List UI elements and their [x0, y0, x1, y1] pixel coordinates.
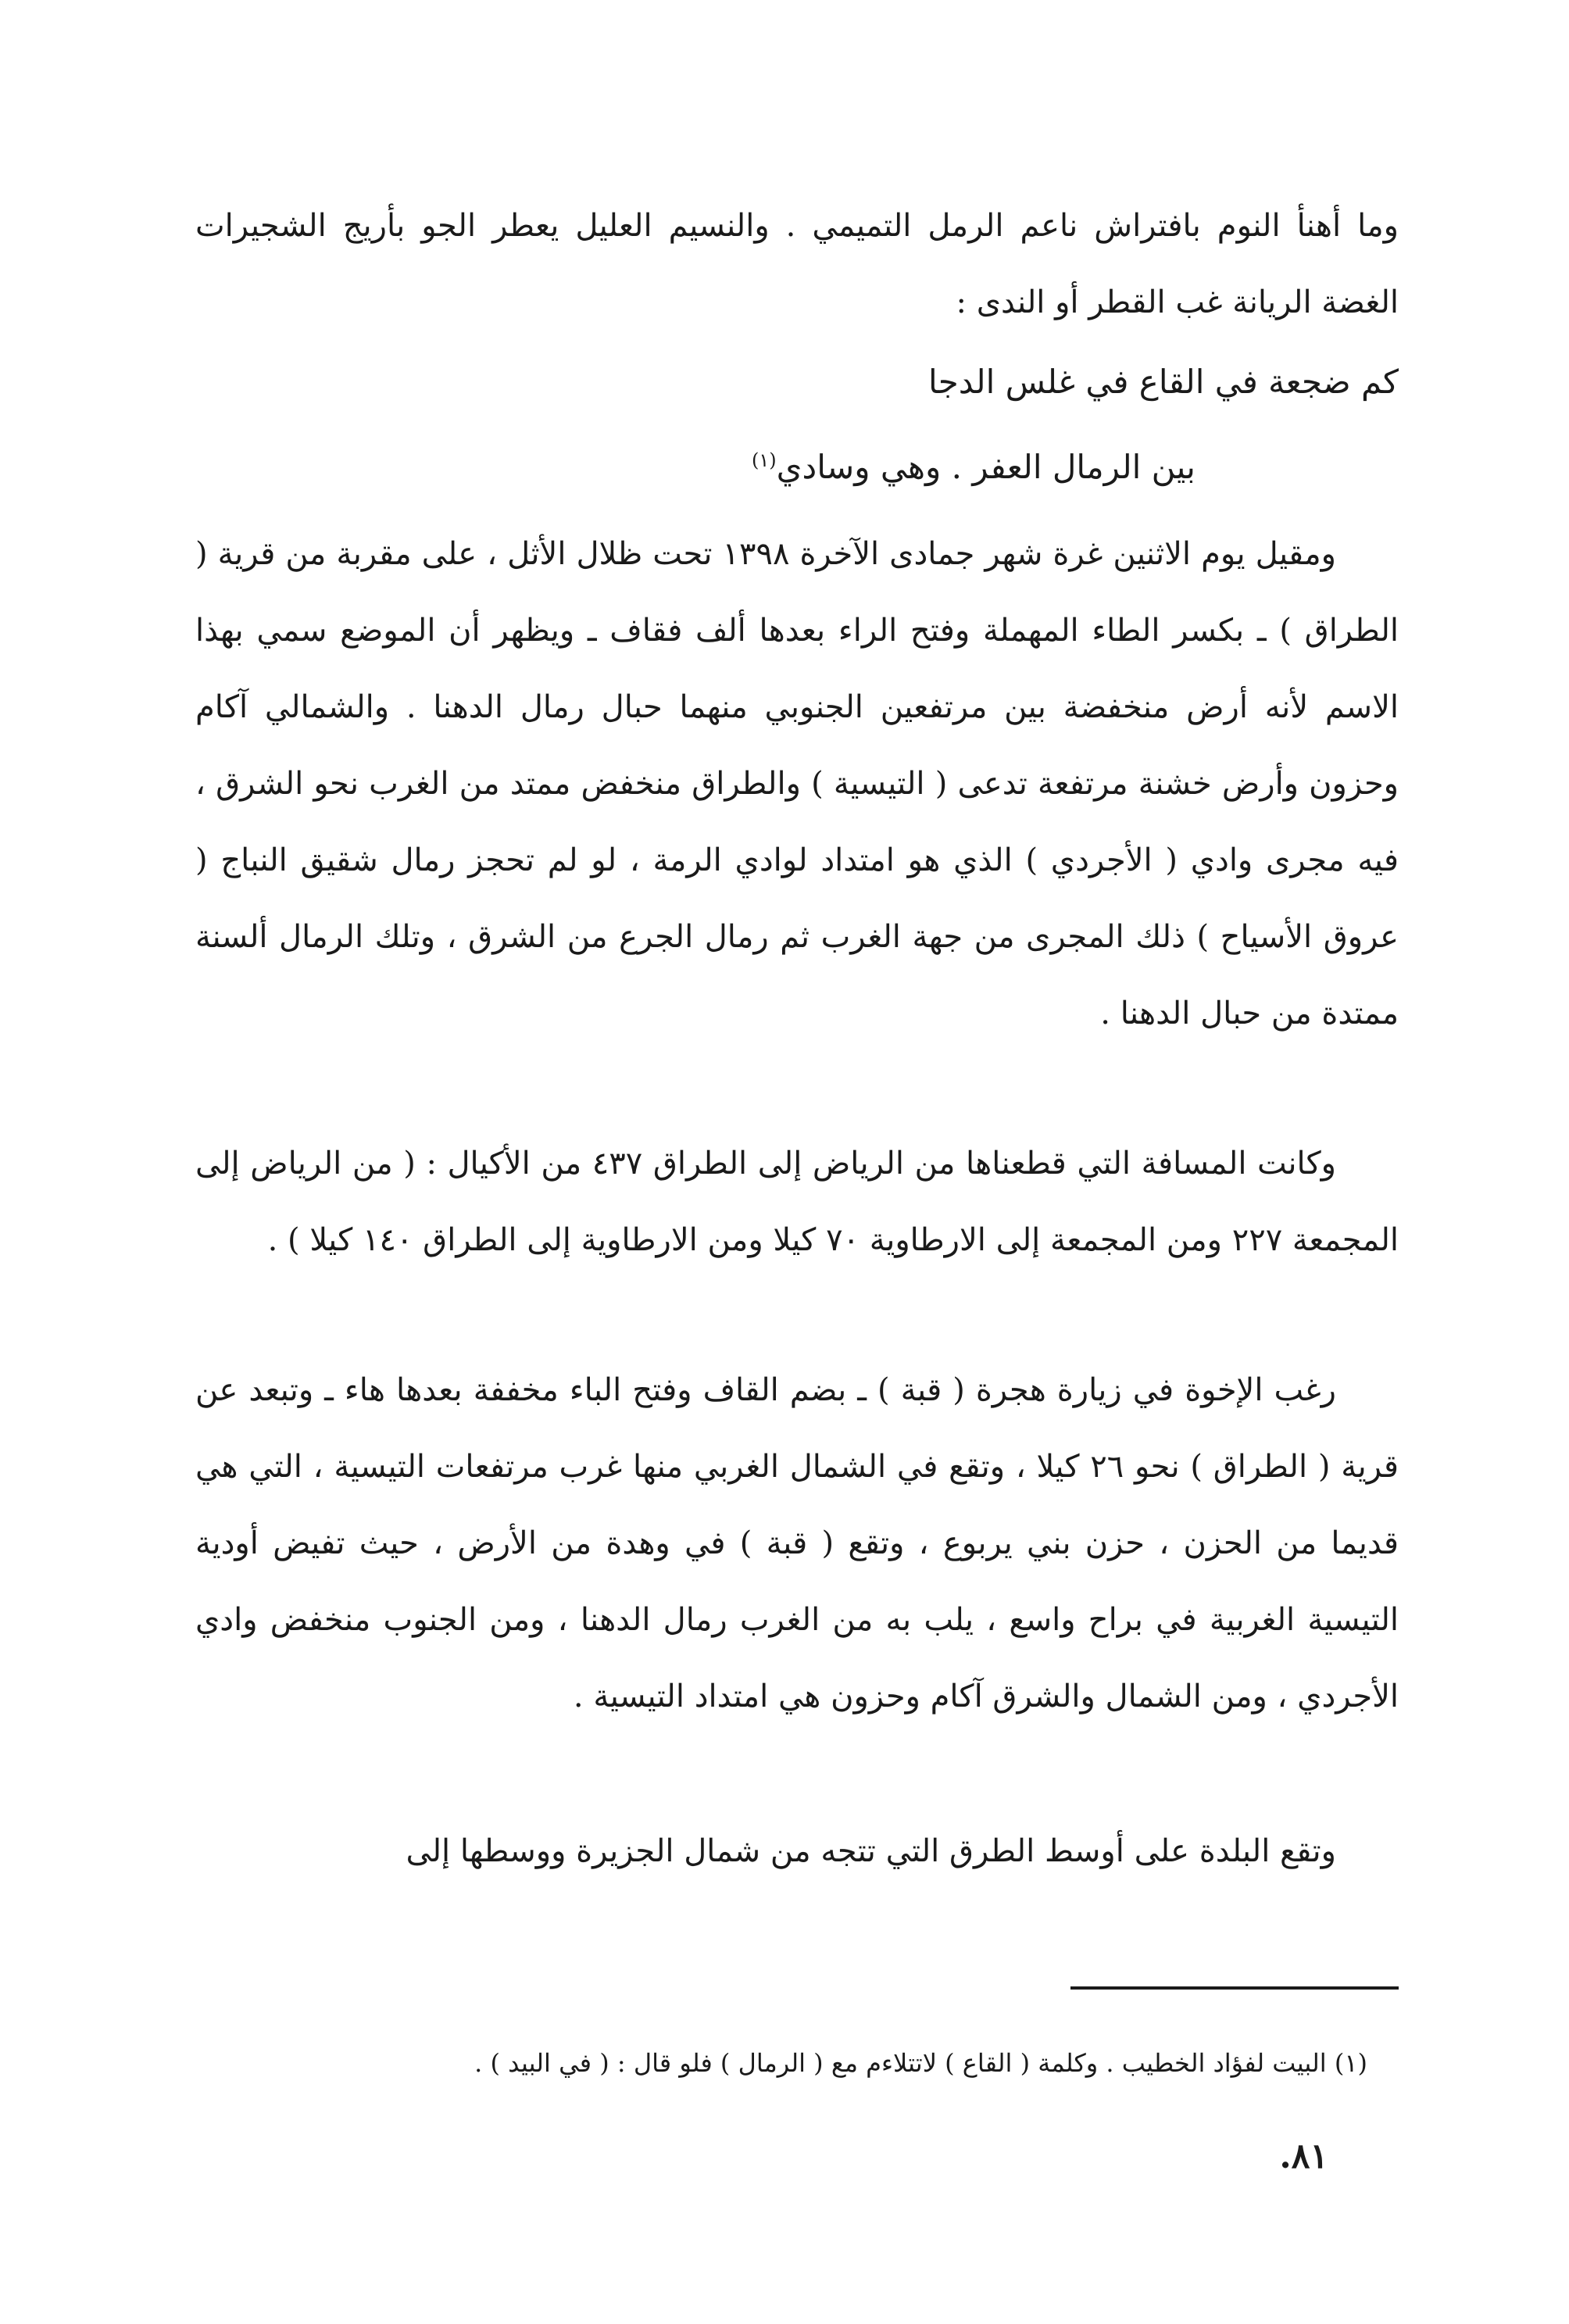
poem-line-1	[195, 344, 1399, 420]
page-number: ٨١.	[1279, 2136, 1328, 2176]
paragraph-1: ومقيل يوم الاثنين غرة شهر جمادى الآخرة ١٣٩٨ تحت ظلال الأثل ، على مقربة من قرية ( الطراق ) ـ بكسر الطاء المهملة وفتح الراء بعدها ألف فقاف ـ ويظهر أن الموضع سمي بهذا الاسم لأنه أرض منخفضة بين مرتفعين الجنوبي منهما حبال رمال الدهنا . والشمالي آكام وحزون وأرض خشنة مرتفعة تدعى ( التيسية ) والطراق منخفض ممتد من الغرب نحو الشرق ، فيه مجرى وادي ( الأجردي ) الذي هو امتداد لوادي الرمة ، لو لم تحجز رمال شقيق النباج ( عروق الأسياح ) ذلك المجرى من جهة الغرب ثم رمال الجرع من الشرق ، وتلك الرمال ألسنة ممتدة من حبال الدهنا .	[195, 536, 1399, 1031]
poem-line-2-text: بين الرمال العفر . وهي وسادي	[776, 448, 1196, 486]
footnote: (١) البيت لفؤاد الخطيب . وكلمة ( القاع ) لاتتلاءم مع ( الرمال ) فلو قال : ( في البيد ) .	[474, 2048, 1367, 2078]
paragraph-3: رغب الإخوة في زيارة هجرة ( قبة ) ـ بضم القاف وفتح الباء مخففة بعدها هاء ـ وتبعد عن قرية ( الطراق ) نحو ٢٦ كيلا ، وتقع في الشمال الغربي منها غرب مرتفعات التيسية ، التي هي قديما من الحزن ، حزن بني يربوع ، وتقع ( قبة ) في وهدة من الأرض ، حيث تفيض أودية التيسية الغربية في براح واسع ، يلب به من الغرب رمال الدهنا ، ومن الجنوب منخفض وادي الأجردي ، ومن الشمال والشرق آكام وحزون هي امتداد التيسية .	[195, 1372, 1399, 1714]
intro-paragraph: وما أهنأ النوم بافتراش ناعم الرمل التميمي . والنسيم العليل يعطر الجو بأريج الشجيرات الغضة الريانة غب القطر أو الندى :	[195, 208, 1399, 320]
footnote-divider	[1070, 1986, 1399, 1990]
poem-line-1-text: كم ضجعة في القاع في غلس الدجا	[927, 363, 1399, 401]
paragraph-2: وكانت المسافة التي قطعناها من الرياض إلى الطراق ٤٣٧ من الأكيال : ( من الرياض إلى المجمعة ٢٢٧ ومن المجمعة إلى الارطاوية ٧٠ كيلا ومن الارطاوية إلى الطراق ١٤٠ كيلا ) .	[195, 1146, 1399, 1258]
footnote-marker: (١)	[752, 449, 777, 471]
poem-line-2	[195, 422, 1399, 506]
paragraph-4: وتقع البلدة على أوسط الطرق التي تتجه من شمال الجزيرة ووسطها إلى	[406, 1833, 1336, 1869]
